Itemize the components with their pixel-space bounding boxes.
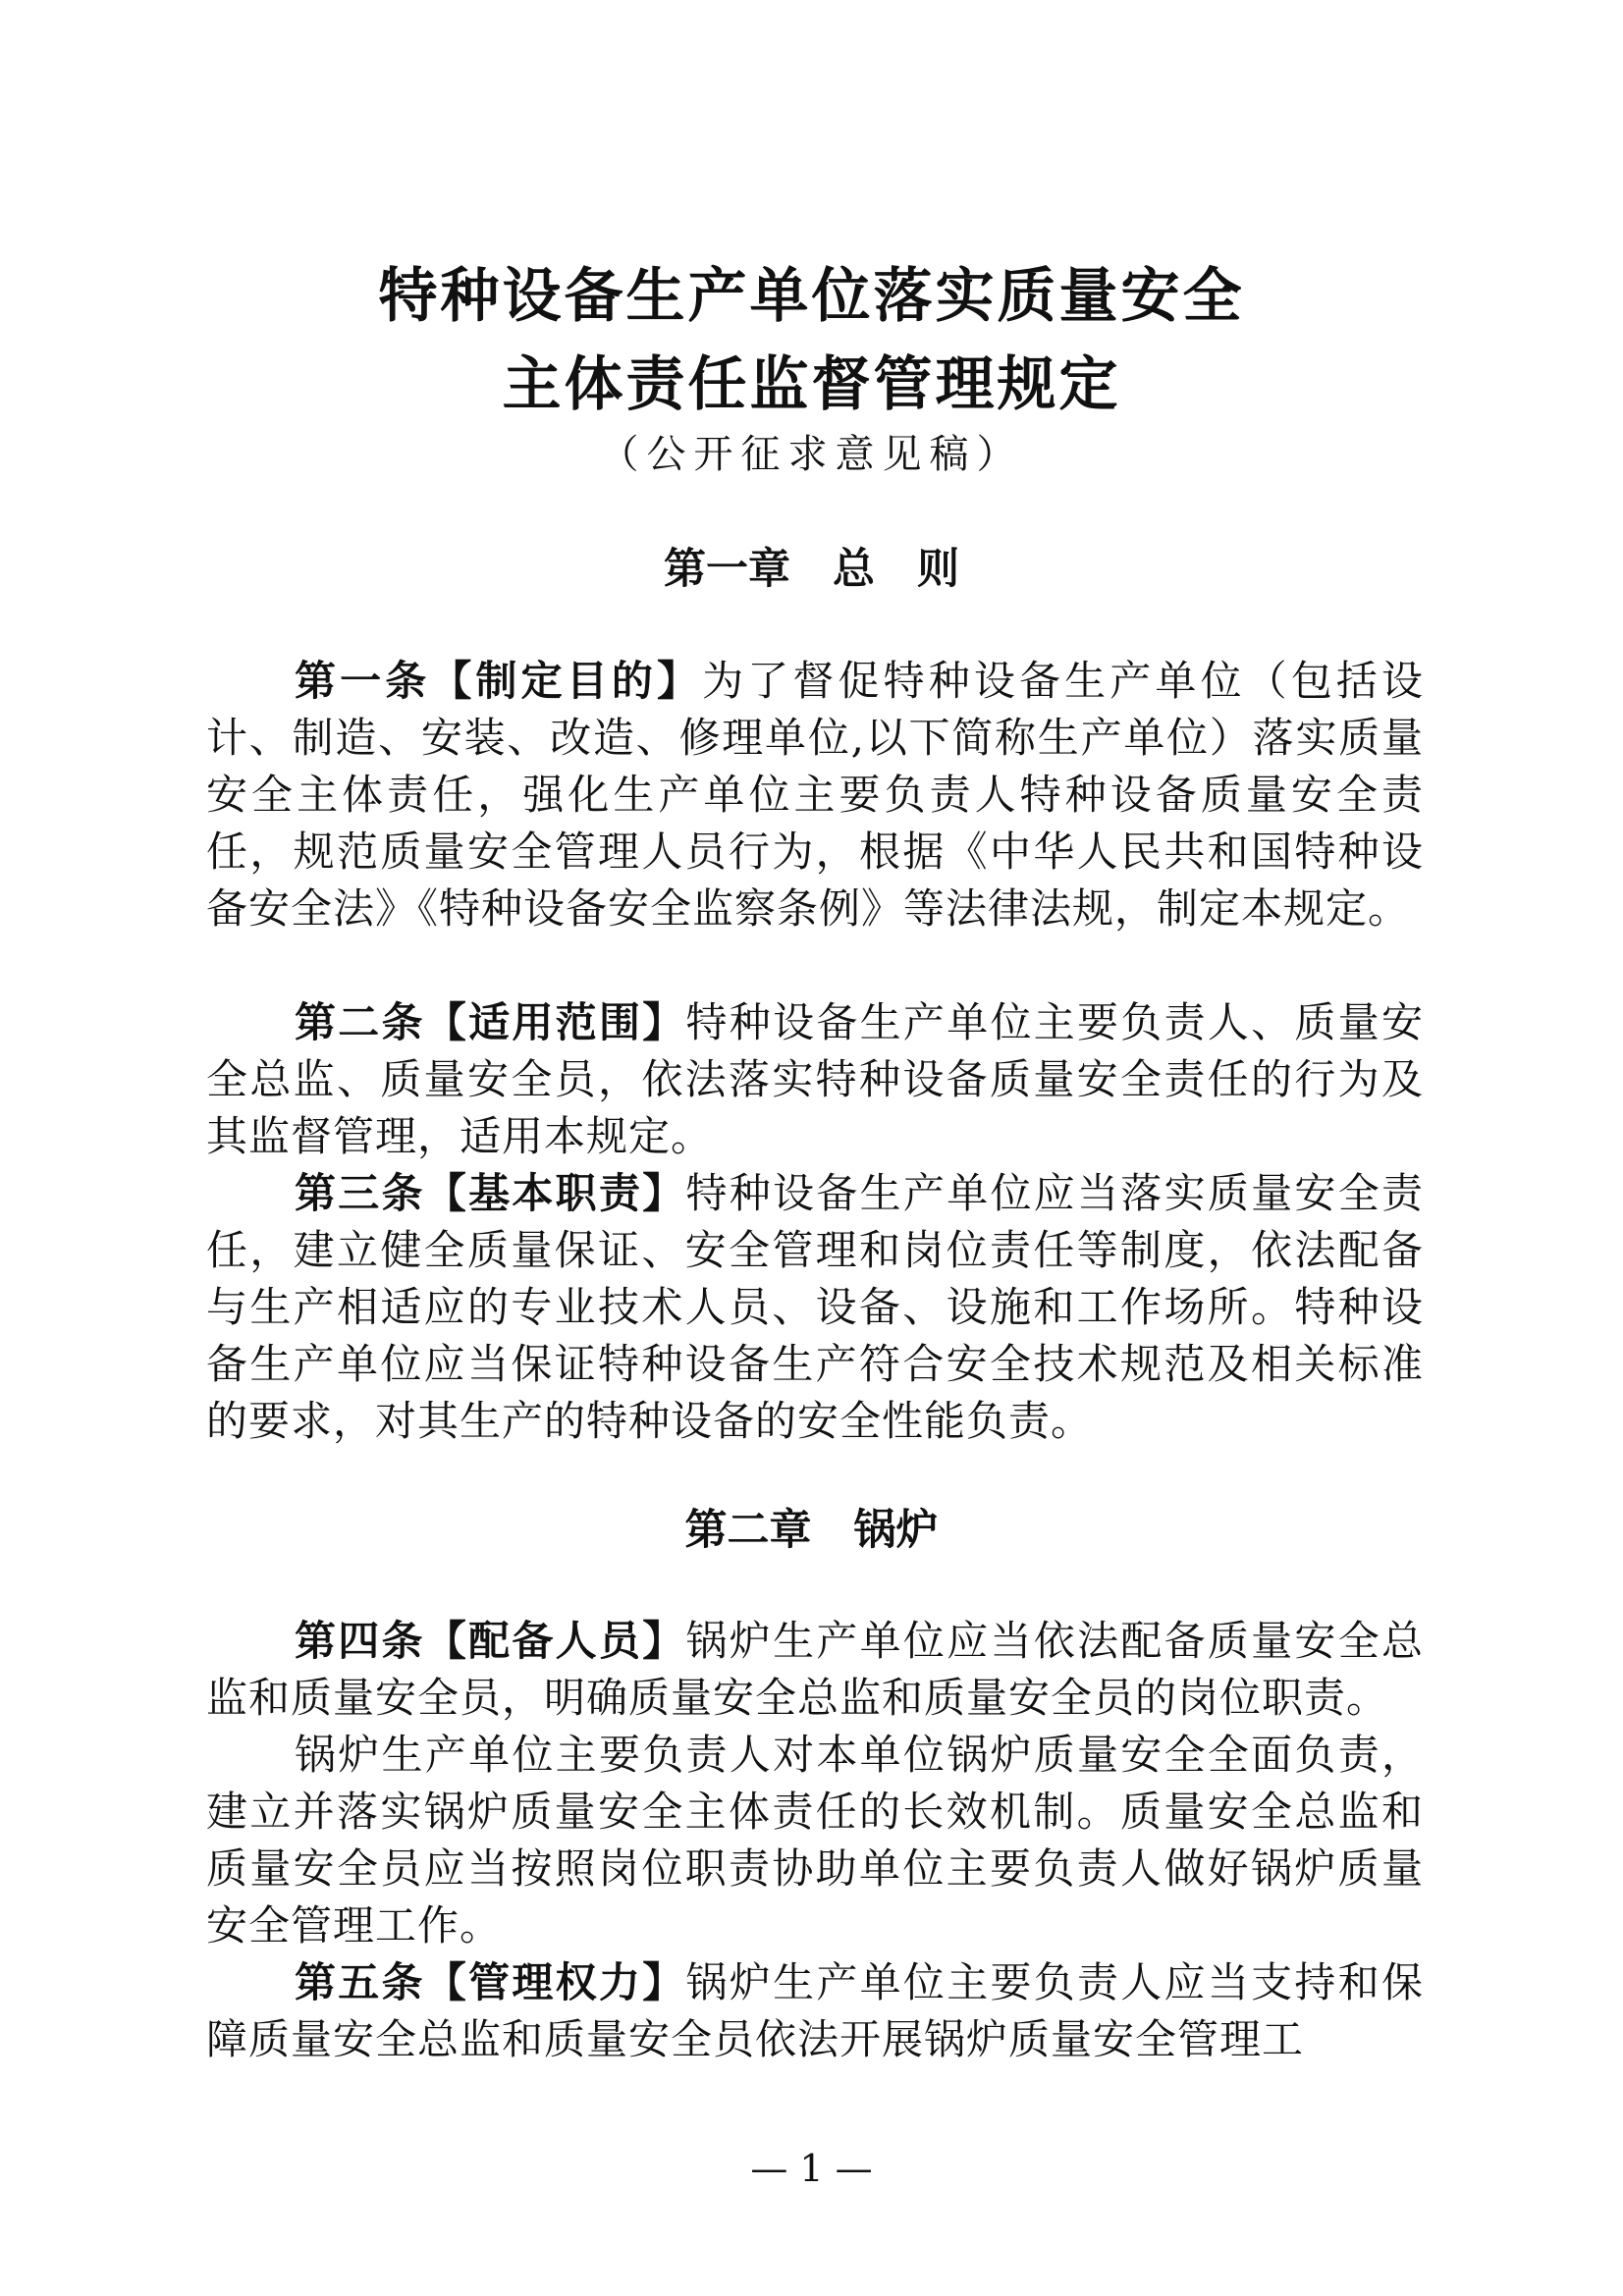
document-subtitle: （公开征求意见稿） bbox=[599, 432, 1024, 477]
article-5 bbox=[206, 1954, 1424, 2068]
chapter-1-heading: 第一章 总 则 bbox=[664, 545, 959, 594]
chapter-2-heading: 第二章 锅炉 bbox=[684, 1506, 939, 1555]
article-label: 第二条【适用范围】 bbox=[295, 998, 686, 1046]
title-line-2: 主体责任监督管理规定 bbox=[502, 350, 1121, 419]
article-label: 第五条【管理权力】 bbox=[295, 1958, 686, 2006]
article-label: 第一条【制定目的】 bbox=[295, 657, 703, 705]
article-text: 特种设备生产单位主要负责人、质量安全总监、质量安全员，依法落实特种设备质量安全责任的行为及其监督管理，适用本规定。 bbox=[206, 998, 1424, 1160]
article-text: 锅炉生产单位主要负责人对本单位锅炉质量安全全面负责，建立并落实锅炉质量安全主体责任的长效机制。质量安全总监和质量安全员应当按照岗位职责协助单位主要负责人做好锅炉质量安全管理工作。 bbox=[206, 1731, 1424, 1949]
article-1 bbox=[206, 653, 1424, 937]
article-label: 第三条【基本职责】 bbox=[295, 1169, 686, 1217]
article-3 bbox=[206, 1165, 1424, 1450]
article-text: 锅炉生产单位应当依法配备质量安全总监和质量安全员，明确质量安全总监和质量安全员的岗位职责。 bbox=[206, 1617, 1424, 1722]
article-text: 特种设备生产单位应当落实质量安全责任，建立健全质量保证、安全管理和岗位责任等制度，依法配备与生产相适应的专业技术人员、设备、设施和工作场所。特种设备生产单位应当保证特种设备生产符合安全技术规范及相关标准的要求，对其生产的特种设备的安全性能负责。 bbox=[206, 1169, 1424, 1445]
article-4 bbox=[206, 1613, 1424, 1727]
article-2 bbox=[206, 994, 1424, 1165]
article-text: 为了督促特种设备生产单位（包括设计、制造、安装、改造、修理单位,以下简称生产单位）落实质量安全主体责任，强化生产单位主要负责人特种设备质量安全责任，规范质量安全管理人员行为，根据《中华人民共和国特种设备安全法》《特种设备安全监察条例》等法律法规，制定本规定。 bbox=[206, 657, 1424, 933]
article-4-paragraph-2 bbox=[206, 1727, 1424, 1954]
page-number: — 1 — bbox=[750, 2147, 873, 2190]
article-text: 锅炉生产单位主要负责人应当支持和保障质量安全总监和质量安全员依法开展锅炉质量安全管理工 bbox=[206, 1958, 1424, 2063]
title-line-1: 特种设备生产单位落实质量安全 bbox=[378, 262, 1245, 331]
article-label: 第四条【配备人员】 bbox=[295, 1617, 686, 1665]
